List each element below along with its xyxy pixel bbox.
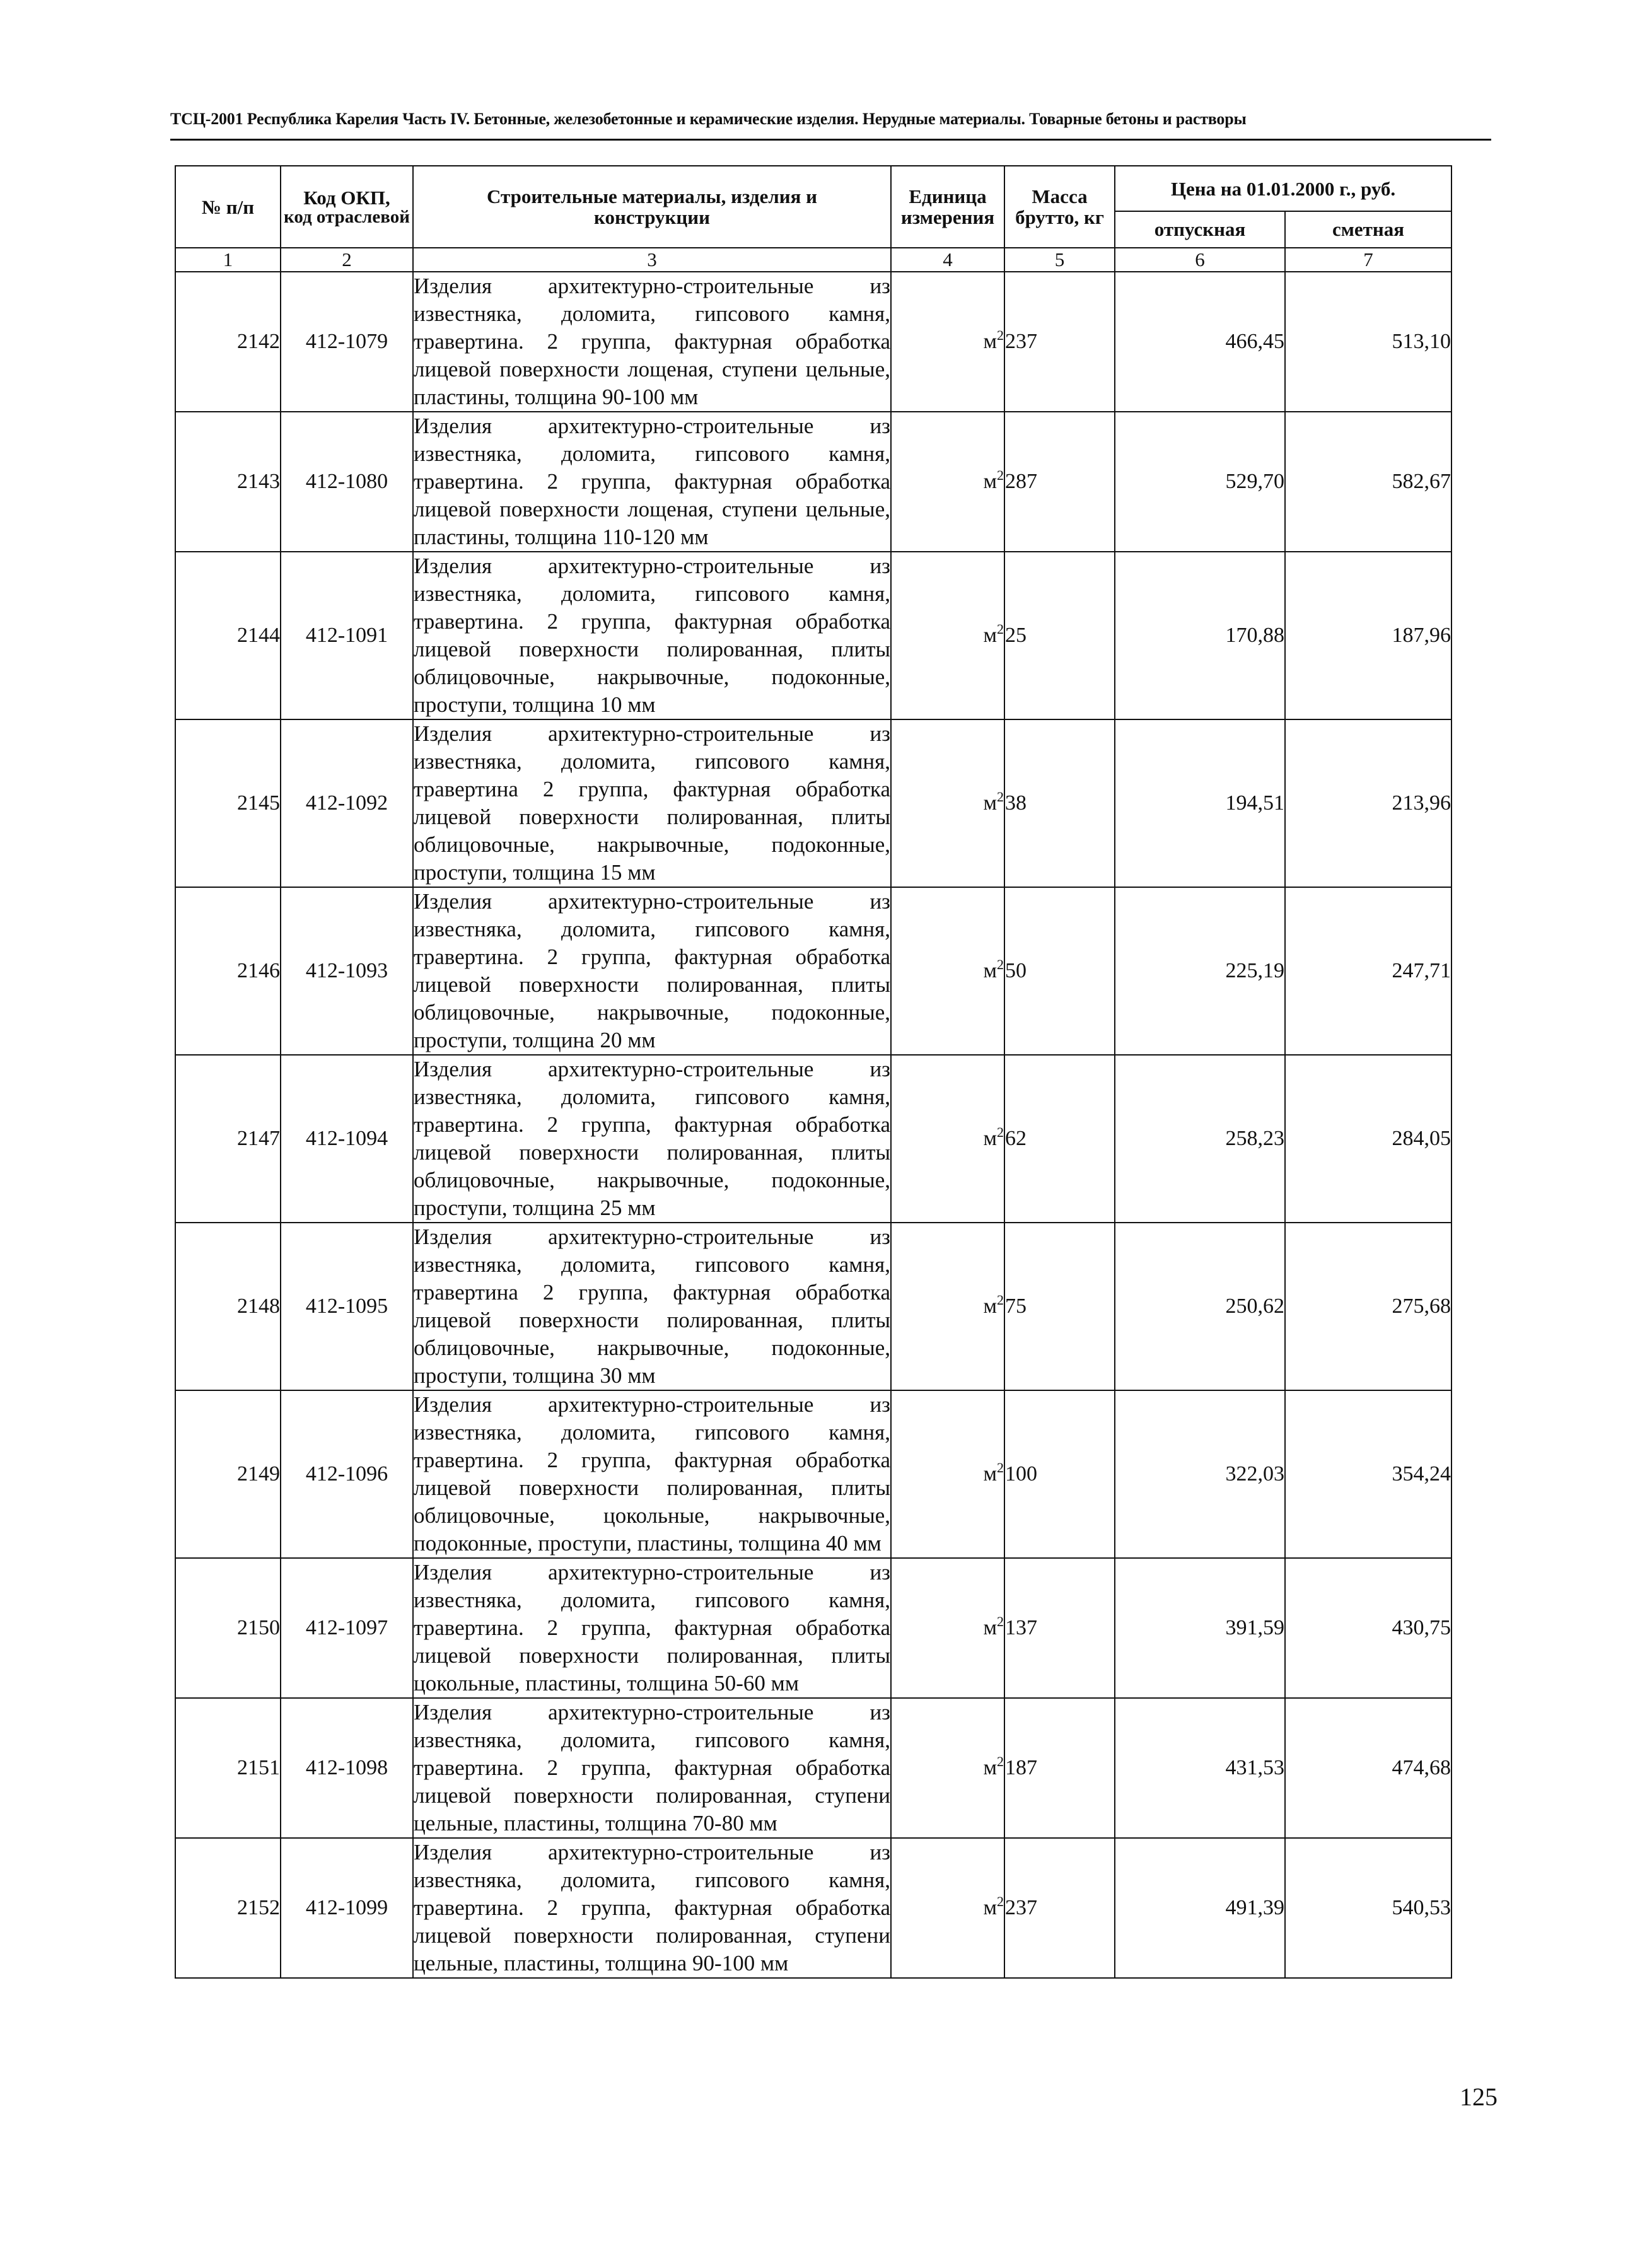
table-row — [175, 887, 1451, 1055]
materials-price-table — [175, 165, 1452, 1979]
estimate-price: 513,10 — [1285, 272, 1451, 412]
row-number: 2148 — [175, 1223, 281, 1390]
unit-cell — [891, 412, 1004, 552]
col-header-unit: Единица измерения — [891, 166, 1004, 248]
gross-mass: 287 — [1004, 412, 1115, 552]
col-header-price-release: отпускная — [1115, 211, 1285, 248]
estimate-price: 474,68 — [1285, 1698, 1451, 1838]
table-row — [175, 272, 1451, 412]
okp-code: 412-1094 — [281, 1055, 413, 1223]
row-number: 2149 — [175, 1390, 281, 1558]
unit-exponent: 2 — [997, 1754, 1004, 1769]
col-header-price-group: Цена на 01.01.2000 г., руб. — [1115, 166, 1451, 211]
gross-mass: 237 — [1004, 272, 1115, 412]
unit-cell — [891, 552, 1004, 719]
row-number: 2146 — [175, 887, 281, 1055]
unit-text: м — [983, 624, 997, 647]
column-number: 3 — [413, 248, 891, 272]
estimate-price: 213,96 — [1285, 719, 1451, 887]
row-number: 2142 — [175, 272, 281, 412]
column-number: 4 — [891, 248, 1004, 272]
row-number: 2144 — [175, 552, 281, 719]
unit-exponent: 2 — [997, 1460, 1004, 1475]
row-number: 2143 — [175, 412, 281, 552]
row-number: 2151 — [175, 1698, 281, 1838]
material-description: Изделия архитектурно-строительные из известняка, доломита, гипсового камня, травертина. 2 группа, фактурная обработка лицевой поверхности полированная, плиты облицовочные, накрывочные, подоконные, проступи, толщина 20 мм — [413, 887, 891, 1055]
okp-code: 412-1093 — [281, 887, 413, 1055]
table-row — [175, 552, 1451, 719]
unit-exponent: 2 — [997, 1614, 1004, 1629]
col-header-mass: Масса брутто, кг — [1004, 166, 1115, 248]
gross-mass: 50 — [1004, 887, 1115, 1055]
gross-mass: 187 — [1004, 1698, 1115, 1838]
unit-text: м — [983, 470, 997, 493]
release-price: 466,45 — [1115, 272, 1285, 412]
material-description: Изделия архитектурно-строительные из известняка, доломита, гипсового камня, травертина. 2 группа, фактурная обработка лицевой поверхности лощеная, ступени цельные, пластины, толщина 90-100 мм — [413, 272, 891, 412]
row-number: 2145 — [175, 719, 281, 887]
unit-cell — [891, 1055, 1004, 1223]
unit-text: м — [983, 1616, 997, 1639]
column-number: 1 — [175, 248, 281, 272]
okp-code: 412-1095 — [281, 1223, 413, 1390]
estimate-price: 284,05 — [1285, 1055, 1451, 1223]
header-rule — [170, 139, 1491, 141]
release-price: 322,03 — [1115, 1390, 1285, 1558]
unit-text: м — [983, 1462, 997, 1486]
material-description: Изделия архитектурно-строительные из известняка, доломита, гипсового камня, травертина 2 группа, фактурная обработка лицевой поверхности полированная, плиты облицовочные, накрывочные, подоконные, проступи, толщина 30 мм — [413, 1223, 891, 1390]
release-price: 225,19 — [1115, 887, 1285, 1055]
table-row — [175, 1390, 1451, 1558]
gross-mass: 75 — [1004, 1223, 1115, 1390]
unit-exponent: 2 — [997, 957, 1004, 972]
unit-exponent: 2 — [997, 621, 1004, 637]
row-number: 2150 — [175, 1558, 281, 1698]
estimate-price: 187,96 — [1285, 552, 1451, 719]
material-description: Изделия архитектурно-строительные из известняка, доломита, гипсового камня, травертина. 2 группа, фактурная обработка лицевой поверхности лощеная, ступени цельные, пластины, толщина 110-120 мм — [413, 412, 891, 552]
okp-code: 412-1091 — [281, 552, 413, 719]
table-row — [175, 1223, 1451, 1390]
okp-code: 412-1080 — [281, 412, 413, 552]
column-number: 7 — [1285, 248, 1451, 272]
material-description: Изделия архитектурно-строительные из известняка, доломита, гипсового камня, травертина. 2 группа, фактурная обработка лицевой поверхности полированная, плиты облицовочные, накрывочные, подоконные, проступи, толщина 25 мм — [413, 1055, 891, 1223]
unit-text: м — [983, 959, 997, 982]
unit-text: м — [983, 1127, 997, 1150]
unit-exponent: 2 — [997, 1124, 1004, 1140]
unit-cell — [891, 1838, 1004, 1978]
estimate-price: 540,53 — [1285, 1838, 1451, 1978]
release-price: 258,23 — [1115, 1055, 1285, 1223]
unit-cell — [891, 1223, 1004, 1390]
gross-mass: 100 — [1004, 1390, 1115, 1558]
gross-mass: 62 — [1004, 1055, 1115, 1223]
okp-code: 412-1096 — [281, 1390, 413, 1558]
okp-code: 412-1092 — [281, 719, 413, 887]
gross-mass: 237 — [1004, 1838, 1115, 1978]
release-price: 491,39 — [1115, 1838, 1285, 1978]
estimate-price: 275,68 — [1285, 1223, 1451, 1390]
material-description: Изделия архитектурно-строительные из известняка, доломита, гипсового камня, травертина. 2 группа, фактурная обработка лицевой поверхности полированная, плиты облицовочные, цокольные, накрывочные, подоконные, проступи, пластины, толщина 40 мм — [413, 1390, 891, 1558]
unit-cell — [891, 272, 1004, 412]
okp-code: 412-1098 — [281, 1698, 413, 1838]
unit-cell — [891, 1558, 1004, 1698]
row-number: 2147 — [175, 1055, 281, 1223]
release-price: 194,51 — [1115, 719, 1285, 887]
material-description: Изделия архитектурно-строительные из известняка, доломита, гипсового камня, травертина 2 группа, фактурная обработка лицевой поверхности полированная, плиты облицовочные, накрывочные, подоконные, проступи, толщина 15 мм — [413, 719, 891, 887]
unit-text: м — [983, 1294, 997, 1318]
okp-code: 412-1079 — [281, 272, 413, 412]
header-row-1 — [175, 166, 1451, 211]
estimate-price: 582,67 — [1285, 412, 1451, 552]
col-header-code-title: Код ОКП, — [303, 187, 390, 209]
unit-exponent: 2 — [997, 789, 1004, 805]
unit-text: м — [983, 330, 997, 353]
page-number: 125 — [1460, 2083, 1498, 2111]
table-row — [175, 1055, 1451, 1223]
unit-text: м — [983, 791, 997, 815]
unit-text: м — [983, 1756, 997, 1779]
table-row — [175, 719, 1451, 887]
unit-cell — [891, 887, 1004, 1055]
unit-exponent: 2 — [997, 1292, 1004, 1308]
material-description: Изделия архитектурно-строительные из известняка, доломита, гипсового камня, травертина. 2 группа, фактурная обработка лицевой поверхности полированная, плиты цокольные, пластины, толщина 50-60 мм — [413, 1558, 891, 1698]
row-number: 2152 — [175, 1838, 281, 1978]
release-price: 250,62 — [1115, 1223, 1285, 1390]
unit-exponent: 2 — [997, 467, 1004, 483]
unit-exponent: 2 — [997, 327, 1004, 343]
unit-cell — [891, 1390, 1004, 1558]
column-numbers-row — [175, 248, 1451, 272]
release-price: 391,59 — [1115, 1558, 1285, 1698]
col-header-materials: Строительные материалы, изделия и конструкции — [413, 166, 891, 248]
table-row — [175, 1558, 1451, 1698]
release-price: 170,88 — [1115, 552, 1285, 719]
estimate-price: 354,24 — [1285, 1390, 1451, 1558]
release-price: 431,53 — [1115, 1698, 1285, 1838]
table-row — [175, 1698, 1451, 1838]
gross-mass: 38 — [1004, 719, 1115, 887]
release-price: 529,70 — [1115, 412, 1285, 552]
table-row — [175, 1838, 1451, 1978]
okp-code: 412-1097 — [281, 1558, 413, 1698]
unit-cell — [891, 1698, 1004, 1838]
material-description: Изделия архитектурно-строительные из известняка, доломита, гипсового камня, травертина. 2 группа, фактурная обработка лицевой поверхности полированная, ступени цельные, пластины, толщина 70-80 мм — [413, 1698, 891, 1838]
table-row — [175, 412, 1451, 552]
running-header: ТСЦ-2001 Республика Карелия Часть IV. Бетонные, железобетонные и керамические изделия. Нерудные материалы. Товарные бетоны и растворы — [170, 110, 1247, 128]
column-number: 6 — [1115, 248, 1285, 272]
column-number: 2 — [281, 248, 413, 272]
unit-cell — [891, 719, 1004, 887]
column-number: 5 — [1004, 248, 1115, 272]
gross-mass: 137 — [1004, 1558, 1115, 1698]
col-header-code — [281, 166, 413, 248]
gross-mass: 25 — [1004, 552, 1115, 719]
estimate-price: 430,75 — [1285, 1558, 1451, 1698]
unit-text: м — [983, 1896, 997, 1919]
unit-exponent: 2 — [997, 1893, 1004, 1909]
estimate-price: 247,71 — [1285, 887, 1451, 1055]
col-header-price-estimate: сметная — [1285, 211, 1451, 248]
material-description: Изделия архитектурно-строительные из известняка, доломита, гипсового камня, травертина. 2 группа, фактурная обработка лицевой поверхности полированная, ступени цельные, пластины, толщина 90-100 мм — [413, 1838, 891, 1978]
col-header-code-sub: код отраслевой — [284, 207, 410, 227]
col-header-num: № п/п — [175, 166, 281, 248]
material-description: Изделия архитектурно-строительные из известняка, доломита, гипсового камня, травертина. 2 группа, фактурная обработка лицевой поверхности полированная, плиты облицовочные, накрывочные, подоконные, проступи, толщина 10 мм — [413, 552, 891, 719]
okp-code: 412-1099 — [281, 1838, 413, 1978]
